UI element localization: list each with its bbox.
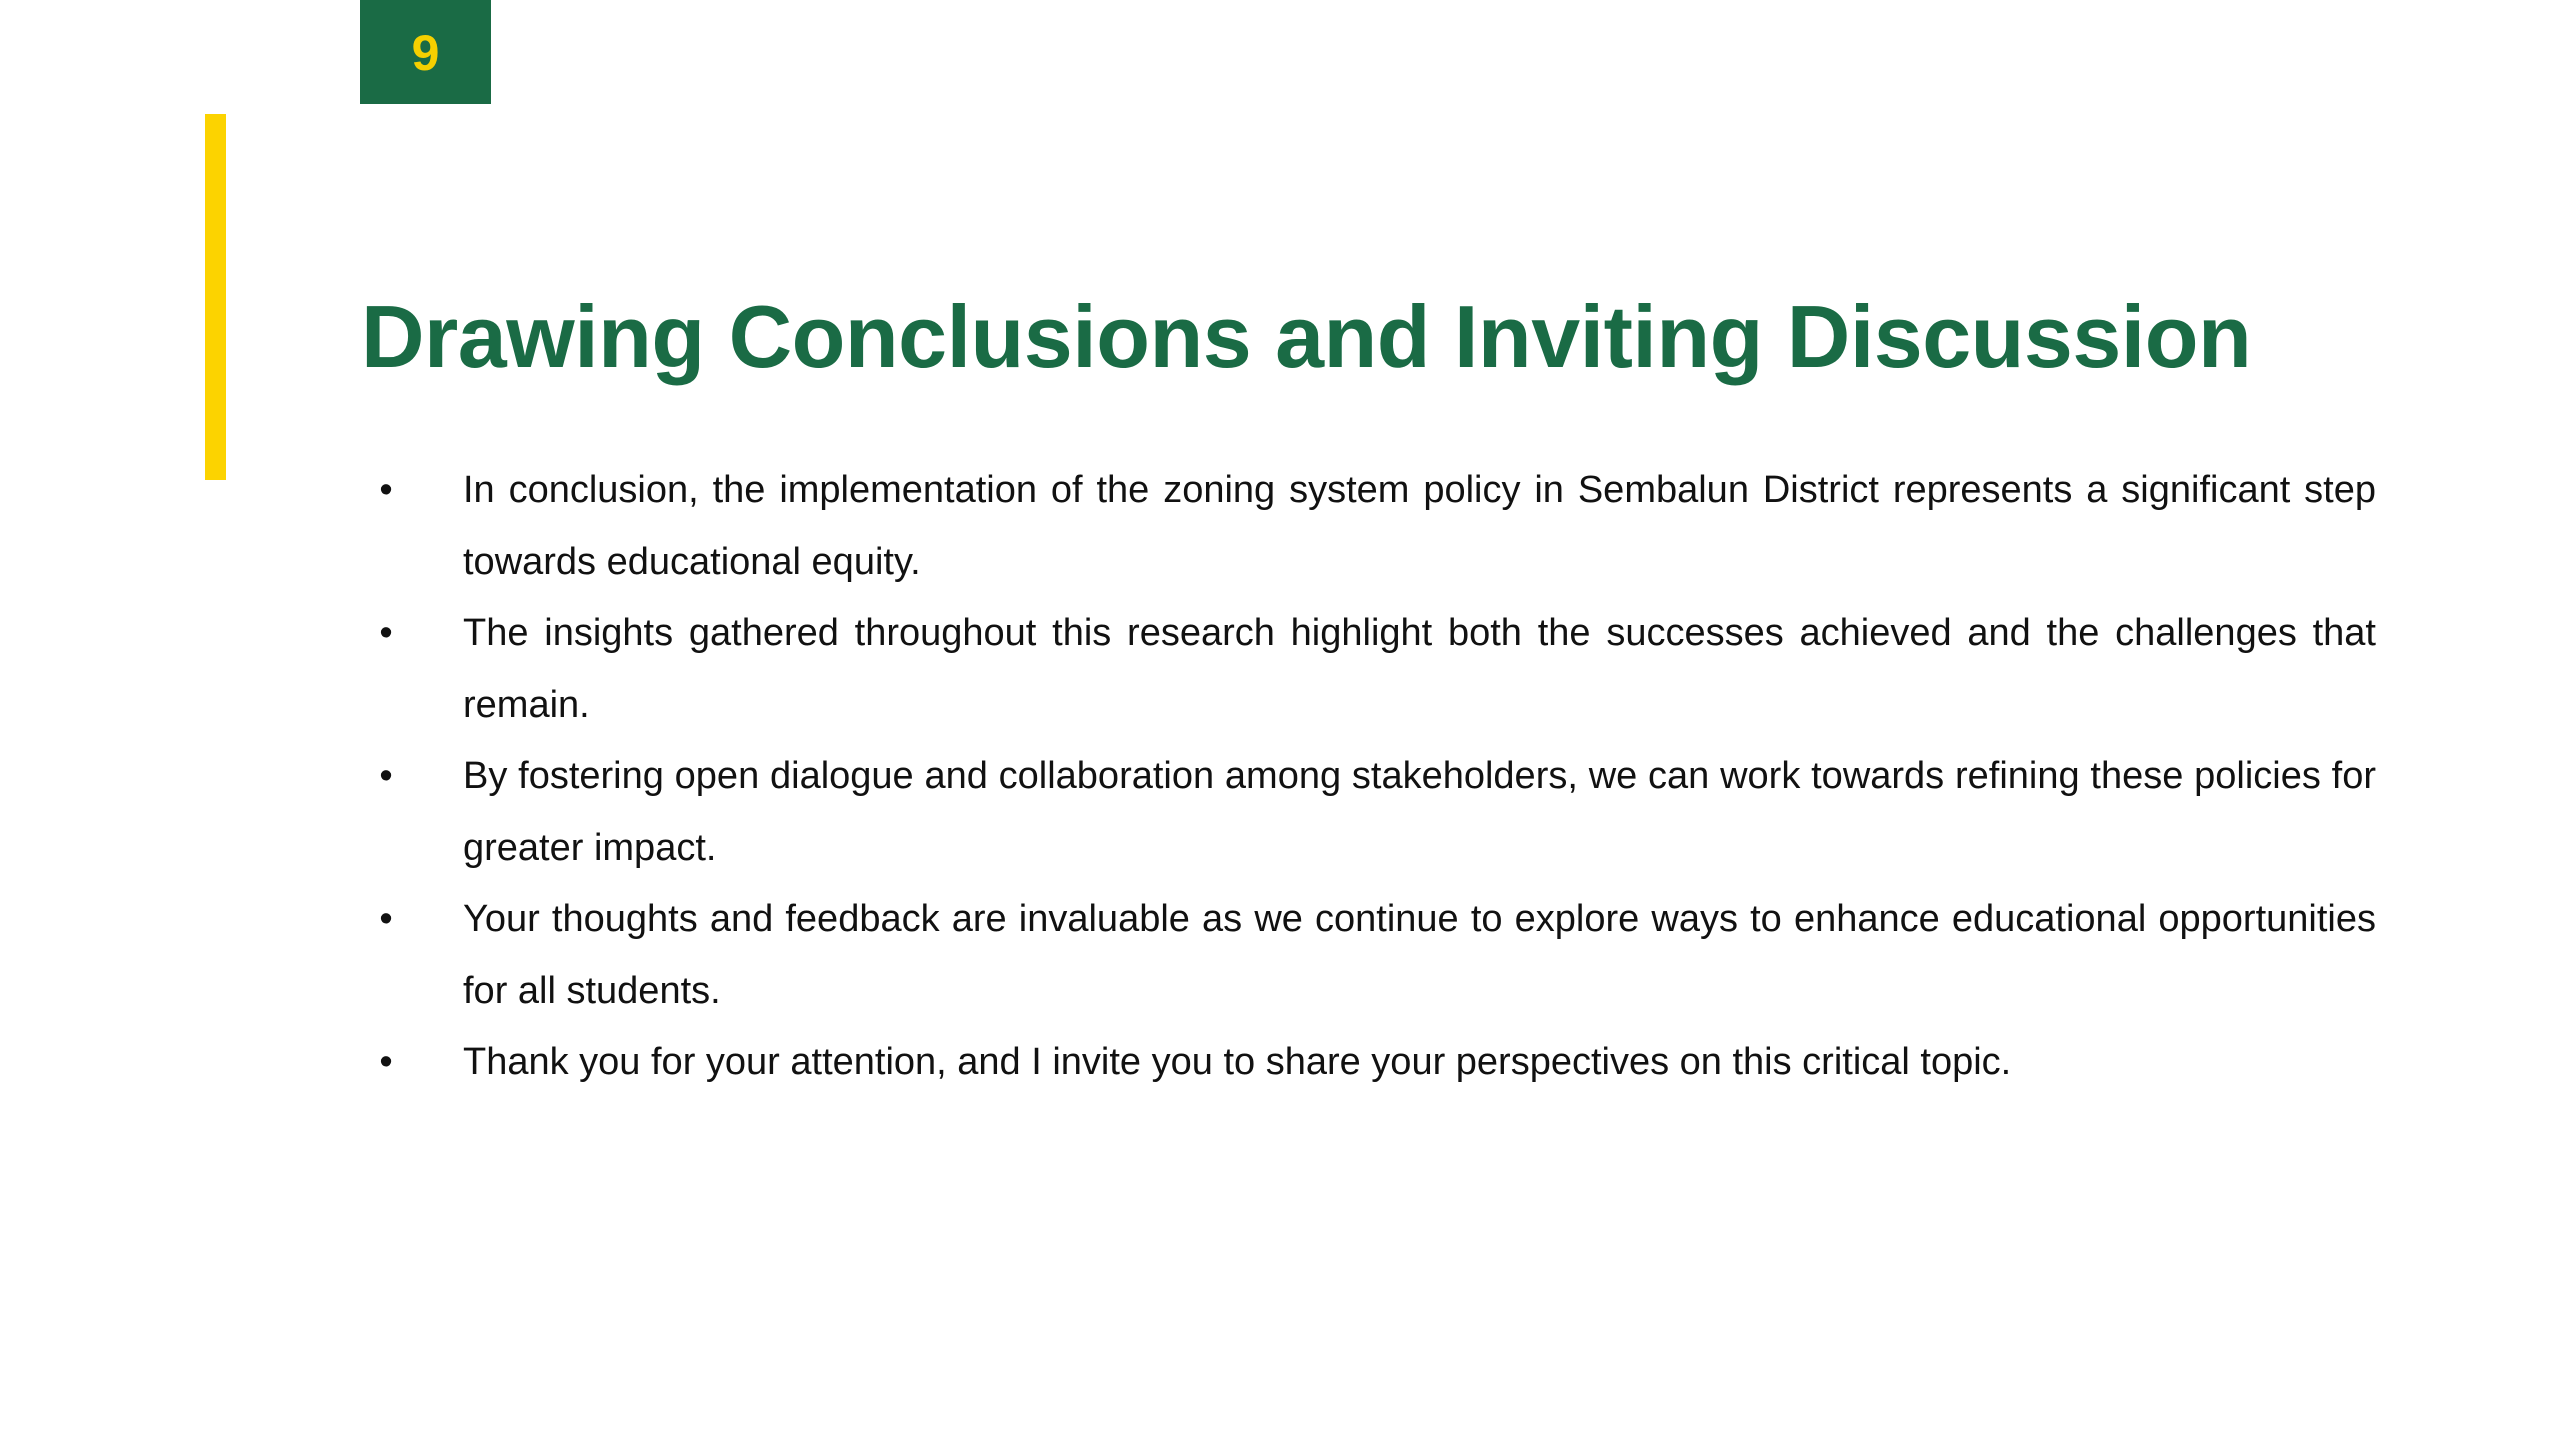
bullet-item <box>361 741 2376 884</box>
bullet-text: By fostering open dialogue and collaboration among stakeholders, we can work towards refining these policies for greater impact. <box>463 755 2376 869</box>
accent-bar <box>205 114 226 480</box>
bullet-item <box>361 1027 2376 1099</box>
bullet-icon: • <box>379 755 393 797</box>
bullet-text: The insights gathered throughout this research highlight both the successes achieved and the challenges that remain. <box>463 612 2376 726</box>
slide-title: Drawing Conclusions and Inviting Discussion <box>361 287 2252 386</box>
bullet-item <box>361 884 2376 1027</box>
bullet-icon: • <box>379 1041 393 1083</box>
page-number: 9 <box>411 25 440 81</box>
bullet-text: In conclusion, the implementation of the zoning system policy in Sembalun District represents a significant step towards educational equity. <box>463 469 2376 583</box>
bullet-text: Thank you for your attention, and I invite you to share your perspectives on this critical topic. <box>463 1041 2012 1083</box>
bullet-list <box>361 455 2376 1099</box>
bullet-icon: • <box>379 469 393 511</box>
bullet-item <box>361 455 2376 598</box>
page-number-badge <box>360 0 491 104</box>
bullet-item <box>361 598 2376 741</box>
bullet-text: Your thoughts and feedback are invaluable as we continue to explore ways to enhance educational opportunities for all students. <box>463 898 2376 1012</box>
bullet-icon: • <box>379 898 393 940</box>
bullet-icon: • <box>379 612 393 654</box>
